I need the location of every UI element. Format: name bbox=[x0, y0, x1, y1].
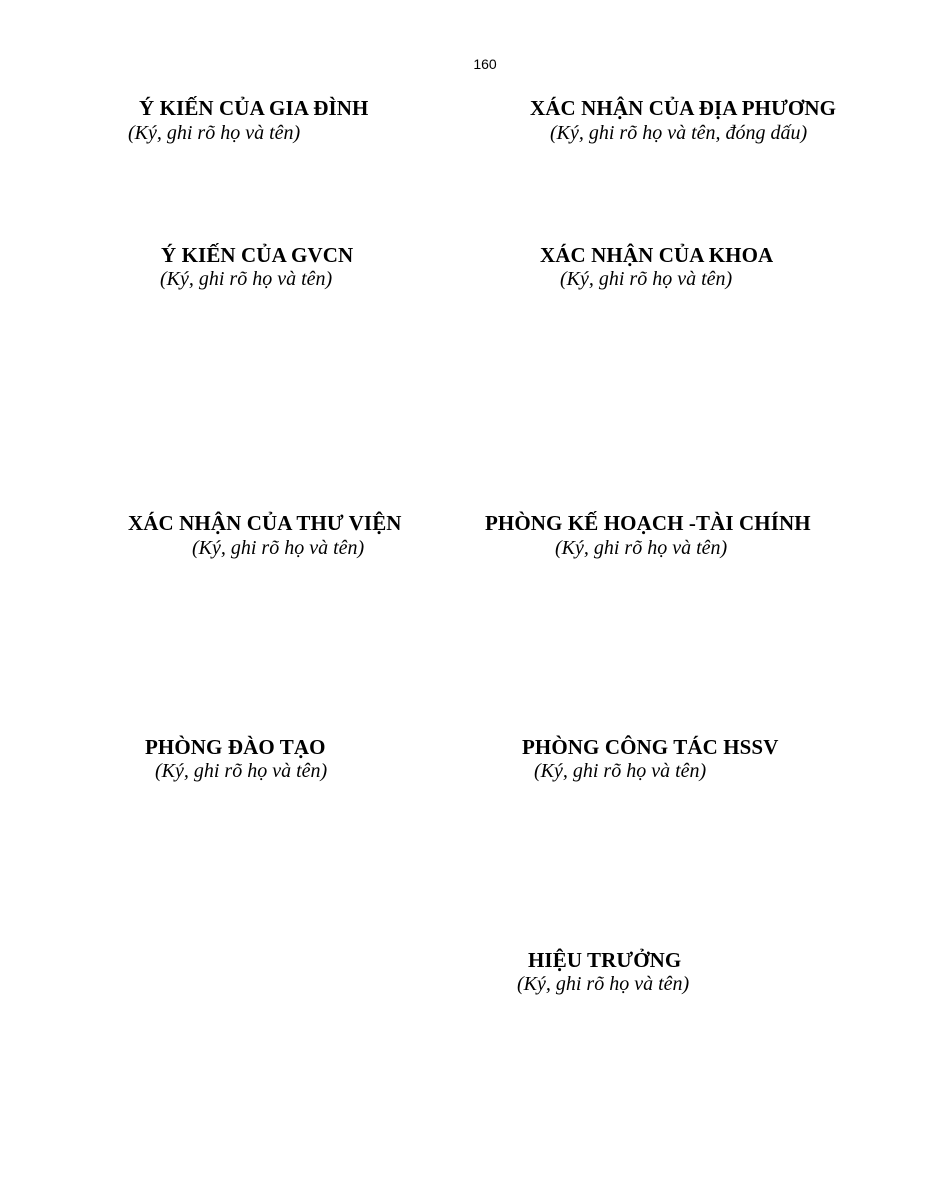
signature-title: PHÒNG KẾ HOẠCH -TÀI CHÍNH bbox=[485, 511, 811, 535]
signature-note: (Ký, ghi rõ họ và tên) bbox=[160, 268, 333, 290]
signature-title: XÁC NHẬN CỦA KHOA bbox=[540, 243, 774, 267]
signature-title: Ý KIẾN CỦA GVCN bbox=[161, 243, 354, 267]
signature-note: (Ký, ghi rõ họ và tên, đóng dấu) bbox=[550, 122, 808, 144]
signature-title: XÁC NHẬN CỦA THƯ VIỆN bbox=[128, 511, 402, 535]
signature-note: (Ký, ghi rõ họ và tên) bbox=[555, 537, 728, 559]
signature-note: (Ký, ghi rõ họ và tên) bbox=[560, 268, 733, 290]
signature-note: (Ký, ghi rõ họ và tên) bbox=[155, 760, 328, 782]
signature-title: PHÒNG ĐÀO TẠO bbox=[145, 735, 326, 759]
page-number: 160 bbox=[473, 56, 497, 72]
signature-note: (Ký, ghi rõ họ và tên) bbox=[534, 760, 707, 782]
signature-note: (Ký, ghi rõ họ và tên) bbox=[517, 973, 690, 995]
signature-note: (Ký, ghi rõ họ và tên) bbox=[128, 122, 301, 144]
signature-title: XÁC NHẬN CỦA ĐỊA PHƯƠNG bbox=[530, 96, 837, 120]
signature-title: PHÒNG CÔNG TÁC HSSV bbox=[522, 735, 779, 759]
signature-title: HIỆU TRƯỞNG bbox=[528, 948, 682, 972]
signature-note: (Ký, ghi rõ họ và tên) bbox=[192, 537, 365, 559]
signature-title: Ý KIẾN CỦA GIA ĐÌNH bbox=[139, 96, 369, 120]
